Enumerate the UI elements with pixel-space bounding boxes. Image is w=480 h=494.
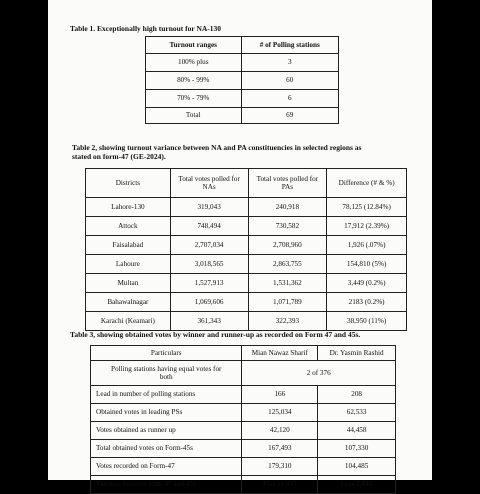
table-cell: Karachi (Keamari) (86, 312, 171, 331)
table2-header-pa: Total votes polled for PAs (248, 169, 327, 198)
table-cell: 78,125 (12.84%) (327, 198, 407, 217)
table3-header-nawaz: Mian Nawaz Sharif (242, 346, 318, 361)
table-cell: 208 (318, 386, 396, 404)
table1-header-stations: # of Polling stations (241, 37, 339, 54)
table-cell: Obtained votes in leading PSs (91, 404, 242, 422)
table2-caption (72, 143, 412, 161)
document-page (48, 0, 432, 489)
table-cell: 17,912 (2.39%) (327, 217, 407, 236)
table-cell: 3 (241, 54, 339, 72)
table-cell: 2183 (0.2%) (327, 293, 407, 312)
table-cell: 80% - 99% (146, 72, 242, 90)
table-cell: 322,393 (248, 312, 327, 331)
table-cell: 6 (241, 90, 339, 108)
table-row (91, 476, 396, 494)
table3-caption: Table 3, showing obtained votes by winner and runner-up as recorded on Form 47 and 45s. (70, 330, 361, 339)
table-cell: 70% - 79% (146, 90, 242, 108)
table-cell: Faisalabad (86, 236, 171, 255)
table-row (146, 72, 339, 90)
table-cell: 2,863,755 (248, 255, 327, 274)
table-cell: 167,493 (242, 440, 318, 458)
table-cell: 104,485 (318, 458, 396, 476)
table-cell: 319,043 (170, 198, 248, 217)
table-cell: 3,449 (0.2%) (327, 274, 407, 293)
table-cell: 60 (241, 72, 339, 90)
table2-header-na: Total votes polled for NAs (170, 169, 248, 198)
table-cell: 1,531,362 (248, 274, 327, 293)
table-cell: 2,708,960 (248, 236, 327, 255)
table-row (86, 293, 407, 312)
table1-caption: Table 1. Exceptionally high turnout for NA-130 (70, 24, 222, 33)
table-row (86, 274, 407, 293)
table-cell: 42,120 (242, 422, 318, 440)
table-cell: 3,018,565 (170, 255, 248, 274)
table-row (86, 236, 407, 255)
table-cell: 1,926 (.07%) (327, 236, 407, 255)
table-cell: 1,071,789 (248, 293, 327, 312)
table-cell: 62,533 (318, 404, 396, 422)
table-cell: 361,343 (170, 312, 248, 331)
table-row (91, 404, 396, 422)
table-cell: Votes recorded on Form-47 (91, 458, 242, 476)
table-row (146, 54, 339, 72)
table-cell: 125,034 (242, 404, 318, 422)
table-cell: 179,310 (242, 458, 318, 476)
table-cell: 107,330 (318, 440, 396, 458)
table2-caption-line2: stated on form-47 (GE-2024). (72, 152, 166, 161)
table-cell: 100% plus (146, 54, 242, 72)
table3-header-particulars: Particulars (91, 346, 242, 361)
table-cell: 44,458 (318, 422, 396, 440)
table-cell: 2,707,034 (170, 236, 248, 255)
table-cell: Total (146, 108, 242, 124)
table-cell: Lead in number of polling stations (91, 386, 242, 404)
table-cell: Attock (86, 217, 171, 236)
table-row (86, 312, 407, 331)
table-cell: Votes obtained as runner up (91, 422, 242, 440)
table1 (145, 36, 339, 124)
table-row (91, 361, 396, 386)
table-row (91, 440, 396, 458)
table-cell: 748,494 (170, 217, 248, 236)
table-row (146, 108, 339, 124)
table2-header-difference: Difference (# & %) (327, 169, 407, 198)
table-cell: Multan (86, 274, 171, 293)
table-cell: 730,582 (248, 217, 327, 236)
table2-header-districts: Districts (86, 169, 171, 198)
table-cell: 166 (242, 386, 318, 404)
table-cell: Lahore-130 (86, 198, 171, 217)
table-row (91, 458, 396, 476)
table-cell: Bahawalnagar (86, 293, 171, 312)
table-cell: Plus 11,817 (242, 476, 318, 494)
table2 (85, 168, 407, 331)
table2-caption-line1: Table 2, showing turnout variance between NA and PA constituencies in selected regions as (72, 143, 362, 152)
table-row (91, 422, 396, 440)
table1-header-turnout: Turnout ranges (146, 37, 242, 54)
table-cell: 154,810 (5%) (327, 255, 407, 274)
table-row (86, 198, 407, 217)
table-cell: 38,950 (11%) (327, 312, 407, 331)
table-cell: 69 (241, 108, 339, 124)
table-cell: 240,918 (248, 198, 327, 217)
table-cell: Variance between form 47 and 45s (91, 476, 242, 494)
table-cell: 1,069,606 (170, 293, 248, 312)
table-cell: Total obtained votes on Form-45s (91, 440, 242, 458)
table-cell: Polling stations having equal votes for both (91, 361, 242, 386)
table-row (86, 255, 407, 274)
table-row (146, 90, 339, 108)
table3-header-yasmin: Dr. Yasmin Rashid (318, 346, 396, 361)
table-row (91, 386, 396, 404)
table-cell: 1,527,913 (170, 274, 248, 293)
table-row (86, 217, 407, 236)
table-cell: Less 2,845 (318, 476, 396, 494)
table-cell: Lahoure (86, 255, 171, 274)
table-cell: 2 of 376 (242, 361, 396, 386)
table3 (90, 345, 396, 494)
